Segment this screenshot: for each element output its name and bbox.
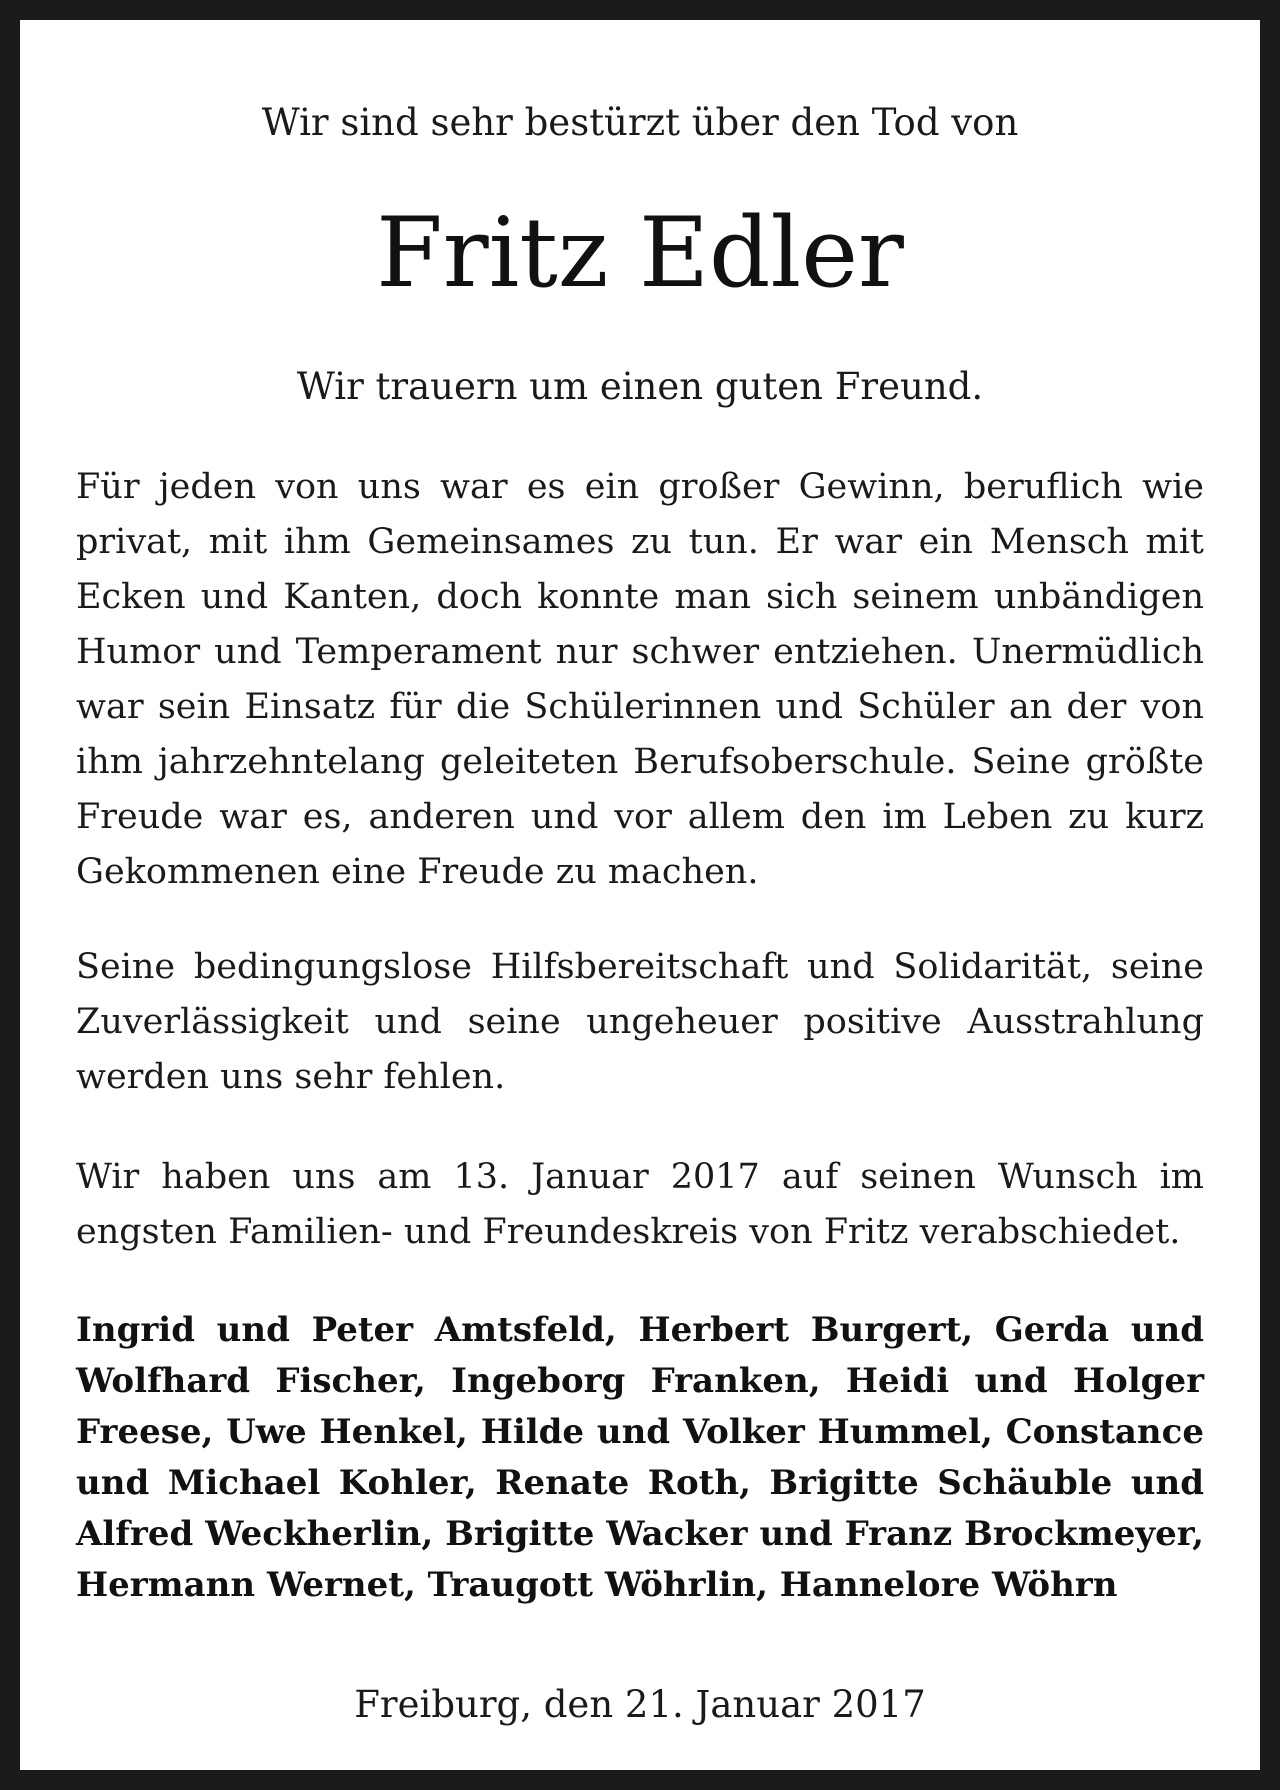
paragraph-qualities: Seine bedingungslose Hilfsbereitschaft und Solidarität, seine Zuverlässigkeit und seine ungeheuer positive Ausstrahlung werden uns sehr fehlen.	[76, 947, 1204, 1097]
place-and-date: Freiburg, den 21. Januar 2017	[354, 1683, 926, 1726]
tagline: Wir trauern um einen guten Freund.	[296, 365, 984, 408]
intro-line: Wir sind sehr bestürzt über den Tod von	[261, 101, 1019, 144]
paragraph-farewell: Wir haben uns am 13. Januar 2017 auf seinen Wunsch im engsten Familien- und Freundeskreis von Fritz verabschiedet.	[76, 1157, 1204, 1252]
signers-list: Ingrid und Peter Amtsfeld, Herbert Burgert, Gerda und Wolfhard Fischer, Ingeborg Franken, Heidi und Holger Freese, Uwe Henkel, Hilde und Volker Hummel, Constance und Michael Kohler, Renate Roth, Brigitte Schäuble und Alfred Weckherlin, Brigitte Wacker und Franz Brockmeyer, Hermann Wernet, Traugott Wöhrlin, Hannelore Wöhrn	[76, 1310, 1204, 1605]
paragraph-tribute: Für jeden von uns war es ein großer Gewinn, beruflich wie privat, mit ihm Gemeinsames zu tun. Er war ein Mensch mit Ecken und Kanten, doch konnte man sich seinem unbändigen Humor und Temperament nur schwer entziehen. Unermüdlich war sein Einsatz für die Schülerinnen und Schüler an der von ihm jahrzehntelang geleiteten Berufsoberschule. Seine größte Freude war es, anderen und vor allem den im Leben zu kurz Gekommenen eine Freude zu machen.	[76, 467, 1204, 892]
obituary-notice	[20, 20, 1260, 1770]
deceased-name: Fritz Edler	[376, 197, 904, 309]
